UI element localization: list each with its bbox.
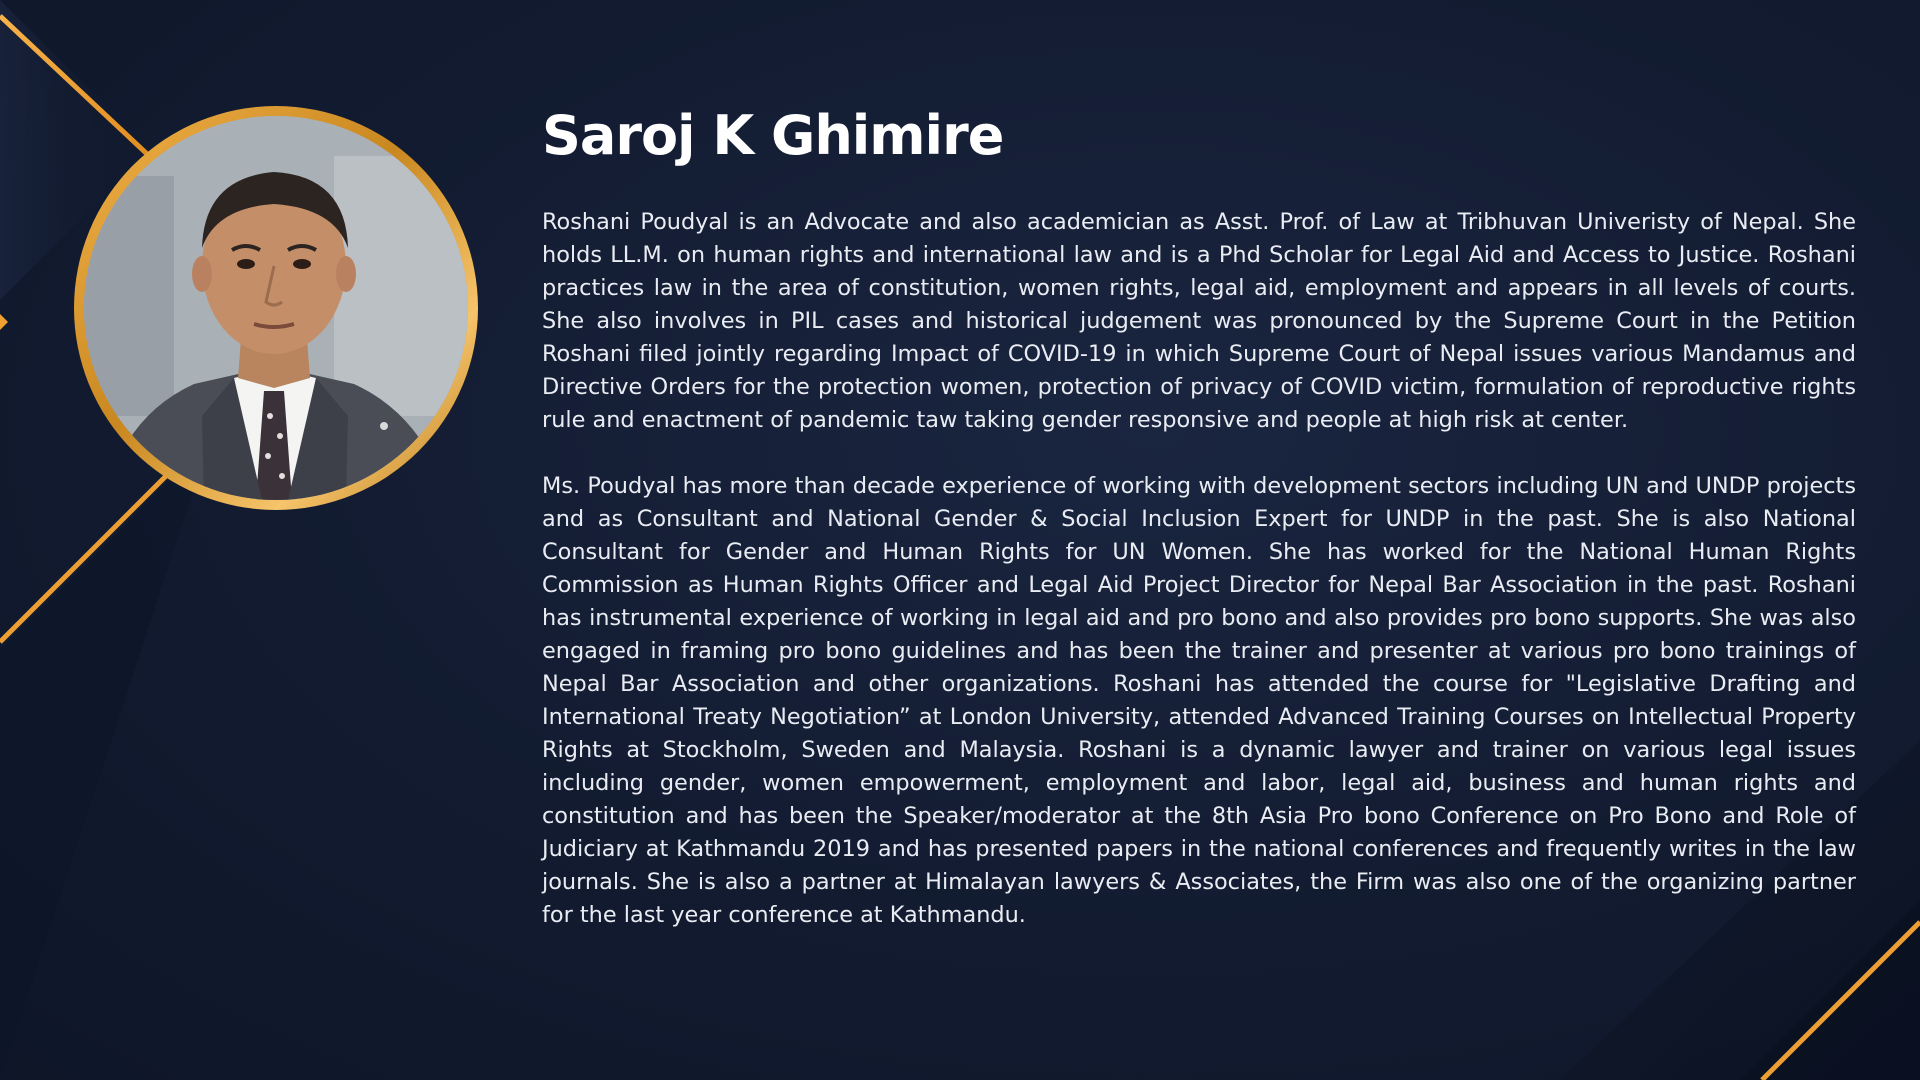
gold-notch-left xyxy=(0,314,8,330)
bio-paragraph-1: Roshani Poudyal is an Advocate and also academician as Asst. Prof. of Law at Tribhuvan Univeristy of Nepal. She holds LL.M. on human rights and international law and is a Phd Scholar for Legal Aid and Access to Justice. Roshani practices law in the area of constitution, women rights, legal aid, employment and appears in all levels of courts. She also involves in PIL cases and historical judgement was pronounced by the Supreme Court in the Petition Roshani filed jointly regarding Impact of COVID-19 in which Supreme Court of Nepal issues various Mandamus and Directive Orders for the protection women, protection of privacy of COVID victim, formulation of reproductive rights rule and enactment of pandemic taw taking gender responsive and people at high risk at center. xyxy=(542,209,1856,433)
speaker-bio xyxy=(542,206,1856,965)
bio-paragraph-2: Ms. Poudyal has more than decade experience of working with development sectors including UN and UNDP projects and as Consultant and National Gender & Social Inclusion Expert for UNDP in the past. She is also National Consultant for Gender and Human Rights for UN Women. She has worked for the National Human Rights Commission as Human Rights Officer and Legal Aid Project Director for Nepal Bar Association in the past. Roshani has instrumental experience of working in legal aid and pro bono and also provides pro bono supports. She was also engaged in framing pro bono guidelines and has been the trainer and presenter at various pro bono trainings of Nepal Bar Association and other organizations. Roshani has attended the course for "Legislative Drafting and International Treaty Negotiation” at London University, attended Advanced Training Courses on Intellectual Property Rights at Stockholm, Sweden and Malaysia. Roshani is a dynamic lawyer and trainer on various legal issues including gender, women empowerment, employment and labor, legal aid, business and human rights and constitution and has been the Speaker/moderator at the 8th Asia Pro bono Conference on Pro Bono and Role of Judiciary at Kathmandu 2019 and has presented papers in the national conferences and frequently writes in the law journals. She is also a partner at Himalayan lawyers & Associates, the Firm was also one of the organizing partner for the last year conference at Kathmandu. xyxy=(542,473,1856,928)
speaker-photo xyxy=(84,116,468,500)
speaker-name: Saroj K Ghimire xyxy=(542,104,1004,167)
